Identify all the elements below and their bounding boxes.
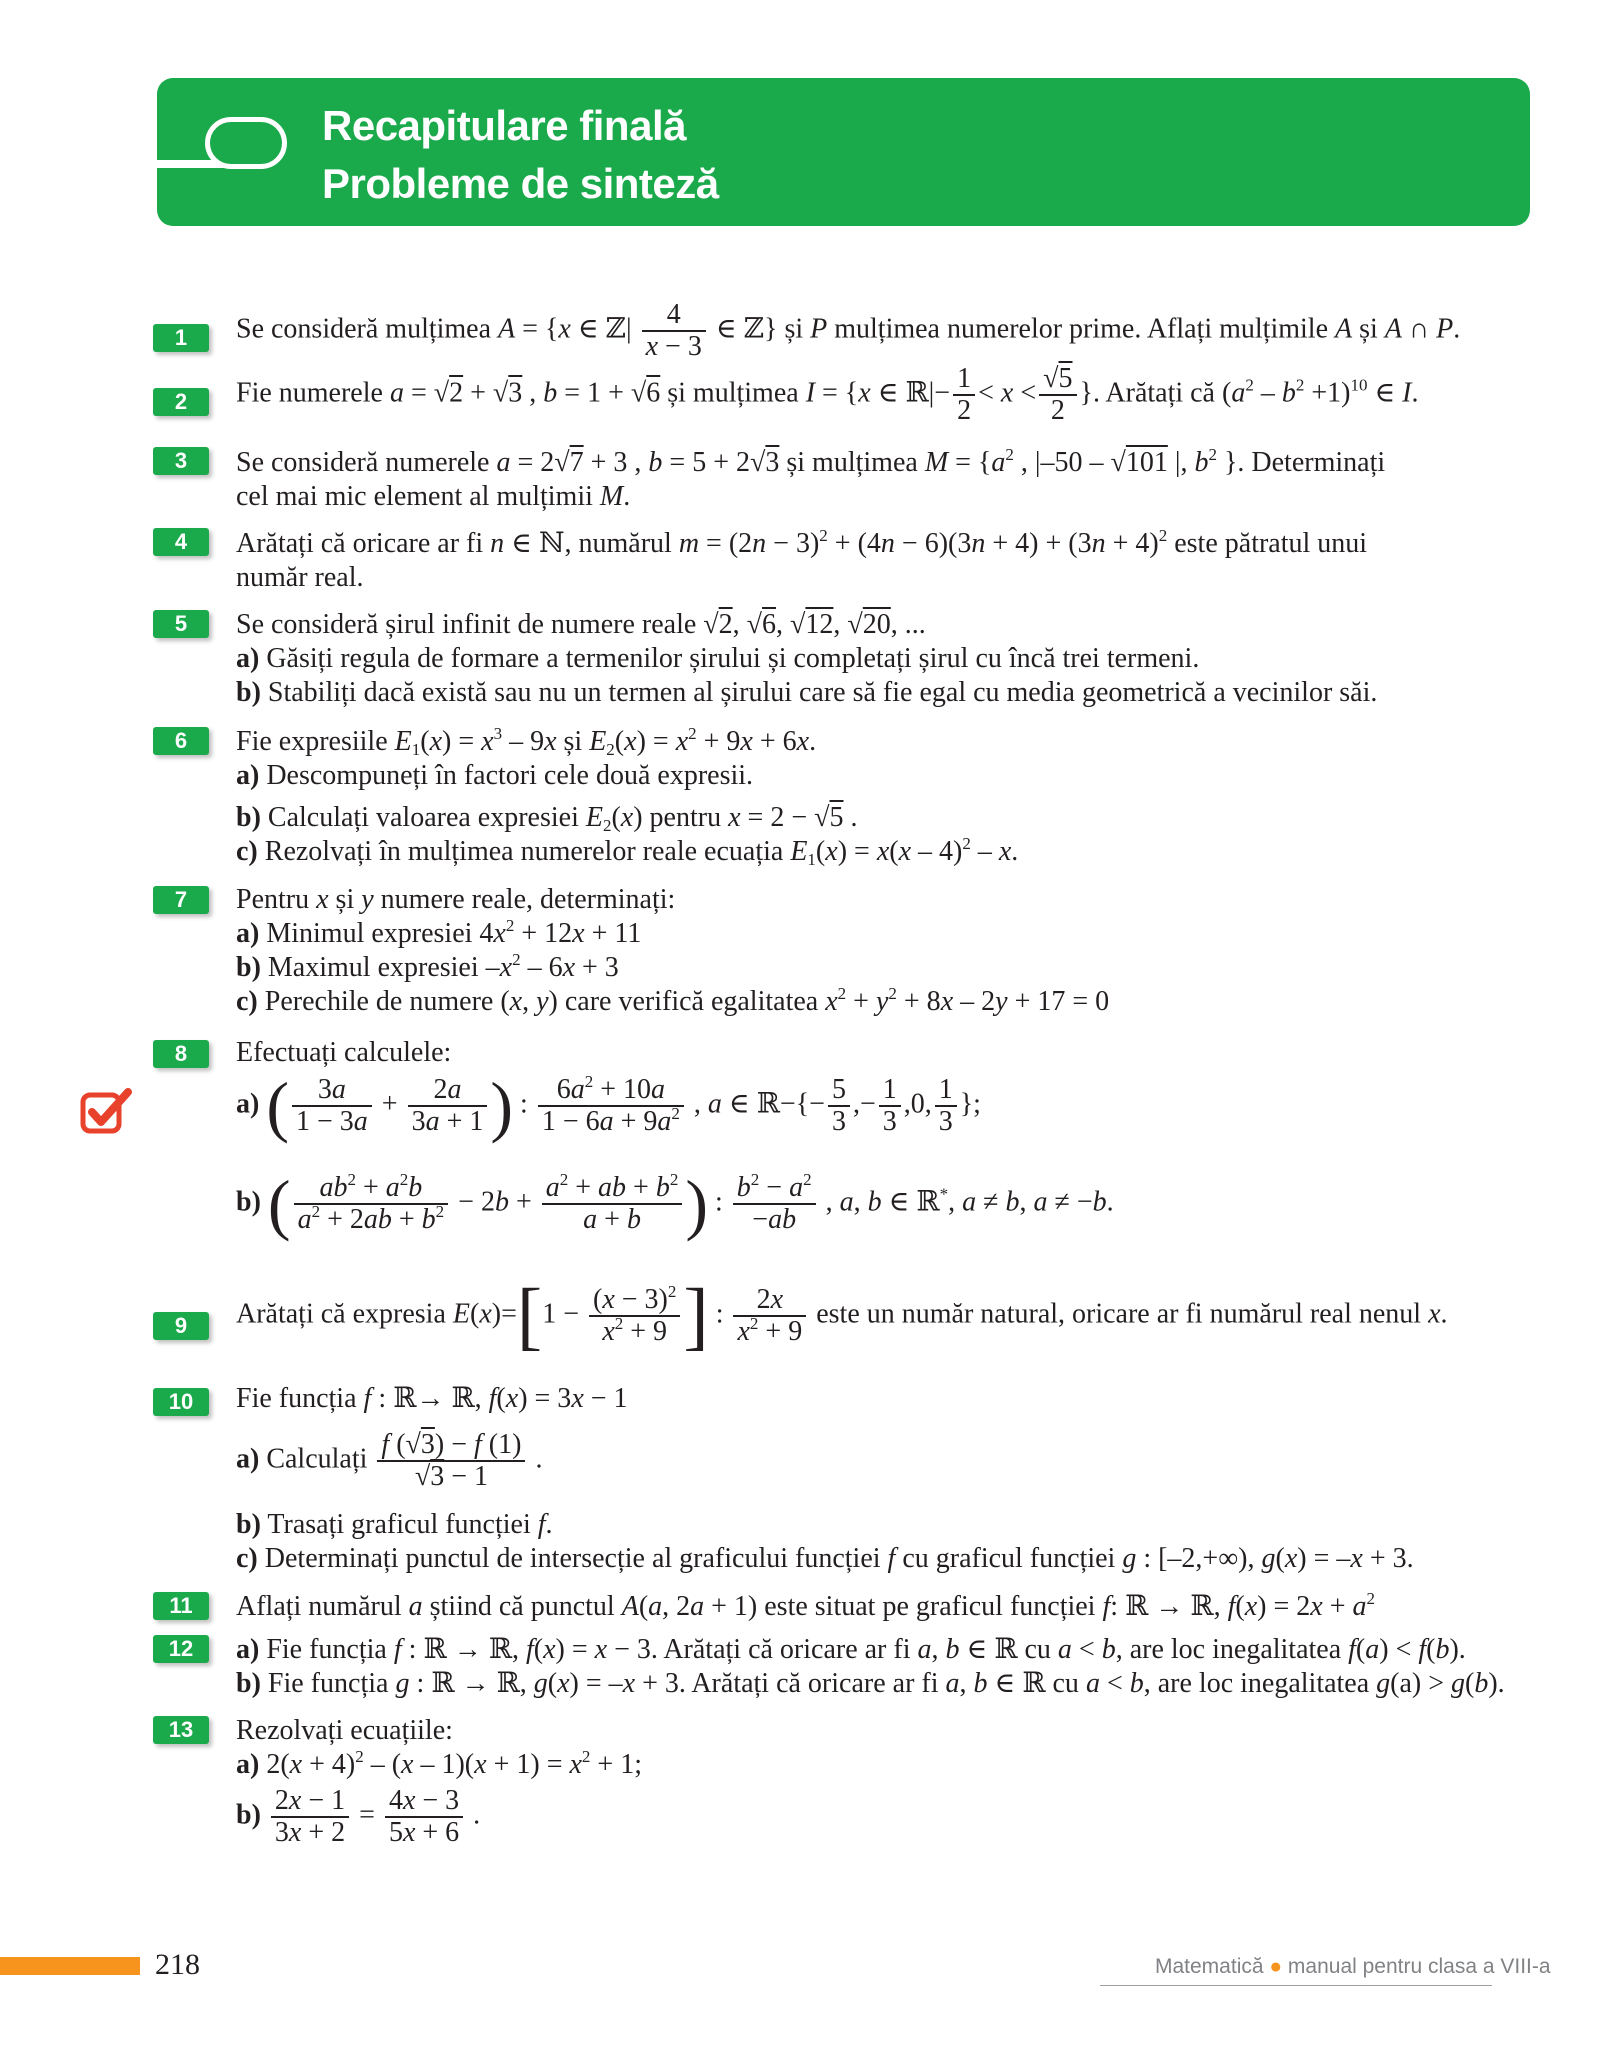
problem-13b-text: b) $\frac{2x - 1}{3x + 2}$ = $\frac{4x - 3}{5x + 6}$ . [236, 1785, 481, 1848]
problem-number-badge: 5 [153, 610, 209, 638]
problem-number-badge: 2 [153, 388, 209, 416]
problem-number-badge: 3 [153, 447, 209, 475]
problem-number-badge: 8 [153, 1040, 209, 1068]
problem-7-text: Pentru x și y numere reale, determinați: a) Minimul expresiei $4x^2 + 12x + 11$ b) Maximul expresiei $-x^2 - 6x + 3$ c) Perechile de numere (x, y) care verifică egalitatea $x^2 + y^2 + 8x - 2y + 17 = 0$ [236, 884, 1110, 1017]
problem-13-text: Rezolvați ecuațiile: a) $2(x + 4)^2 - (x - 1)(x + 1) = x^2 + 1$; [236, 1715, 642, 1780]
chapter-title-line1: Recapitulare finală [322, 102, 686, 149]
problem-number-badge: 6 [153, 727, 209, 755]
problem-3-text: Se consideră numerele a = 2√7 + 3 , b = 5 + 2√3 și mulțimea $M = \{a^2$ , |–50 – √101 |, $b^2$ }. Determinați cel mai mic element al mulțimii M. [236, 445, 1386, 512]
book-subtitle: manual pentru clasa a VIII-a [1287, 1955, 1551, 1978]
footer-divider [1100, 1985, 1492, 1986]
book-title-footer [1155, 1955, 1551, 1979]
problem-number-badge: 1 [153, 324, 209, 352]
problem-9-text: Arătați că expresia E(x)=[1 − $\frac{(x - 3)^2}{x^2 + 9}$ ] : $\frac{2x}{x^2 + 9}$ este un număr natural, oricare ar fi numărul real nenul x. [236, 1274, 1448, 1358]
problem-number-badge: 7 [153, 886, 209, 914]
chapter-title-line2: Probleme de sinteză [322, 160, 719, 207]
problem-5-text: Se consideră șirul infinit de numere reale √2, √6, √12, √20, ... a) Găsiți regula de formare a termenilor șirului și completați șirul cu încă trei termeni. b) Stabiliți dacă există sau nu un termen al șirului care să fie egal cu media geometrică a vecinilor săi. [236, 609, 1378, 708]
problem-number-badge: 4 [153, 528, 209, 556]
problem-10a-text: a) Calculați $\frac{f (√3) - f (1)}{√3 - 1}$ . [236, 1429, 543, 1492]
page-number: 218 [155, 1948, 200, 1981]
book-title: Matematică [1155, 1955, 1264, 1978]
checkbox-check-icon [80, 1088, 132, 1138]
problem-1-text: Se consideră mulțimea A = {x ∈ ℤ| $\frac{4}{x - 3}$ ∈ ℤ} și P mulțimea numerelor prime. Aflați mulțimile A și A ∩ P. [236, 299, 1461, 362]
problem-4-text: Arătați că oricare ar fi n ∈ ℕ, numărul $m = (2n - 3)^2 + (4n - 6)(3n + 4) + (3n + 4)^2$ este pătratul unui număr real. [236, 526, 1368, 593]
problem-10bc-text: b) Trasați graficul funcției f. c) Determinați punctul de intersecție al graficului funcției f cu graficul funcției g : [–2,+∞), g(x) = –x + 3. [236, 1509, 1414, 1574]
problem-6-text: Fie expresiile $E_1(x) = x^3 - 9x$ și $E_2(x) = x^2 + 9x + 6x$. a) Descompuneți în factori cele două expresii. b) Calculați valoarea expresiei $E_2(x)$ pentru x = 2 − √5 . c) Rezolvați în mulțimea numerelor reale ecuația $E_1(x) = x(x - 4)^2 - x$. [236, 724, 1019, 869]
footer-accent-bar [0, 1957, 140, 1975]
problem-8-text: Efectuați calculele: [236, 1037, 452, 1068]
problem-8b-text: b) ( $\frac{ab^2 + a^2b}{a^2 + 2ab + b^2}$ − 2b + $\frac{a^2 + ab + b^2}{a + b}$ ) : $\frac{b^2 - a^2}{-ab}$ , a, b ∈ ℝ*, a ≠ b, a ≠ −b. [236, 1166, 1114, 1242]
problem-number-badge: 13 [153, 1716, 209, 1744]
problem-number-badge: 9 [153, 1312, 209, 1340]
problem-8a-text: a) ( $\frac{3a}{1 - 3a}$ + $\frac{2a}{3a + 1}$ ) : $\frac{6a^2 + 10a}{1 - 6a + 9a^2}$ , a ∈ ℝ−{− $\frac{5}{3}$ ,− $\frac{1}{3}$ ,0, $\frac{1}{3}$ }; [236, 1068, 981, 1144]
bullet-icon: ● [1269, 1955, 1283, 1978]
problem-2-text: Fie numerele a = √2 + √3 , b = 1 + √6 și mulțimea I = {x ∈ ℝ|− $\frac{1}{2}$ < x < $\frac{√5}{2}$ }. Arătați că $(a^2 - b^2 +1)^{10}$ ∈ I. [236, 363, 1419, 426]
problem-10-text: Fie funcția f : ℝ→ ℝ, f(x) = 3x − 1 [236, 1383, 628, 1414]
problem-number-badge: 11 [153, 1592, 209, 1620]
problem-11-text: Aflați numărul a știind că punctul A(a, 2a + 1) este situat pe graficul funcției f: ℝ → ℝ, $f(x) = 2x + a^2$ [236, 1589, 1375, 1622]
problem-12-text: a) Fie funcția f : ℝ → ℝ, f(x) = x − 3. Arătați că oricare ar fi a, b ∈ ℝ cu a < b, are loc inegalitatea f(a) < f(b). b) Fie funcția g : ℝ → ℝ, g(x) = –x + 3. Arătați că oricare ar fi a, b ∈ ℝ cu a < b, are loc inegalitatea g(a) > g(b). [236, 1634, 1505, 1699]
problem-number-badge: 12 [153, 1635, 209, 1663]
problem-number-badge: 10 [153, 1388, 209, 1416]
